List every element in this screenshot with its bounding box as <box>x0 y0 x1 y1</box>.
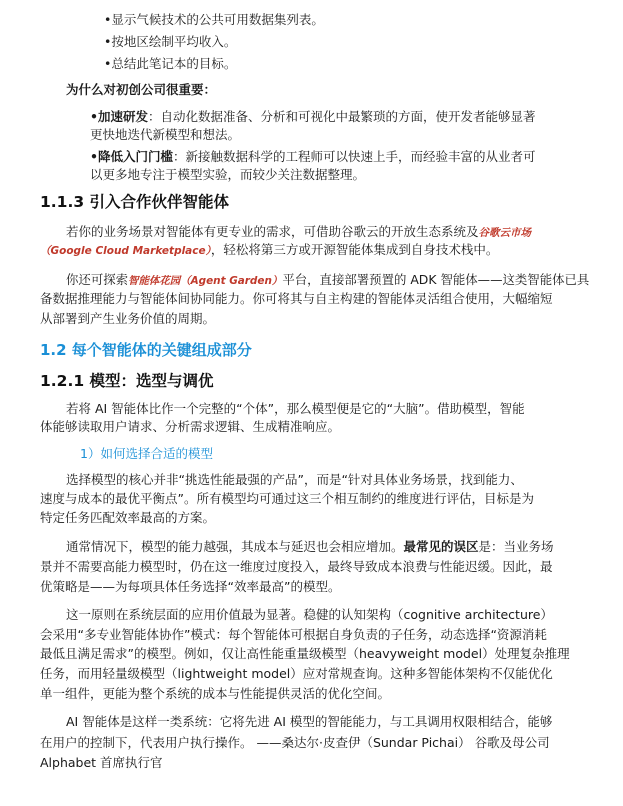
section-heading-1-2: 1.2 每个智能体的关键组成部分 <box>40 341 252 359</box>
list-item-continuation: 更快地迭代新模型和想法。 <box>90 127 241 142</box>
paragraph-text: 若将 AI 智能体比作一个完整的“个体”，那么模型便是它的“大脑”。借助模型，智能 <box>66 401 525 416</box>
paragraph-text: 景并不需要高能力模型时，仍在这一维度过度投入，最终导致成本浪费与性能迟缓。因此，最 <box>40 559 553 574</box>
section-heading-1-2-1: 1.2.1 模型：选型与调优 <box>40 372 214 390</box>
paragraph-text: 优策略是——为每项具体任务选择“效率最高”的模型。 <box>40 579 341 594</box>
list-item: •显示气候技术的公共可用数据集列表。 <box>104 12 324 27</box>
paragraph-text: 若你的业务场景对智能体有更专业的需求，可借助谷歌云的开放生态系统及 <box>66 224 479 239</box>
paragraph-text: 单一组件，更能为整个系统的成本与性能提供灵活的优化空间。 <box>40 686 391 701</box>
item-title: •降低入门门槛 <box>90 149 173 164</box>
list-item: •按地区绘制平均收入。 <box>104 34 237 49</box>
list-item: •总结此笔记本的目标。 <box>104 56 237 71</box>
item-title: •加速研发 <box>90 109 148 124</box>
agent-garden-link[interactable]: 智能体花园（Agent Garden） <box>128 275 283 287</box>
paragraph-text: 备数据推理能力与智能体间协同能力。你可将其与自主构建的智能体灵活组合使用，大幅缩短 <box>40 291 553 306</box>
quote-text: 在用户的控制下，代表用户执行操作。 ——桑达尔·皮查伊（Sundar Pichai） 谷歌及母公司 <box>40 735 550 750</box>
paragraph-text: 会采用“多专业智能体协作”模式：每个智能体可根据自身负责的子任务，动态选择“资源消耗 <box>40 627 547 642</box>
paragraph-text: 最低且满足需求”的模型。例如，仅让高性能重量级模型（heavyweight model）处理复杂推理 <box>40 646 570 661</box>
paragraph-text: 通常情况下，模型的能力越强，其成本与延迟也会相应增加。 <box>66 539 404 554</box>
paragraph-text: 是：当业务场 <box>478 539 554 554</box>
section-heading-1-1-3: 1.1.3 引入合作伙伴智能体 <box>40 193 230 211</box>
paragraph-text: 平台，直接部署预置的 ADK 智能体——这类智能体已具 <box>282 272 590 287</box>
list-item <box>90 109 536 125</box>
item-text: ：新接触数据科学的工程师可以快速上手，而经验丰富的从业者可 <box>173 149 536 164</box>
paragraph-text: 速度与成本的最优平衡点”。所有模型均可通过这三个相互制约的维度进行评估，目标是为 <box>40 491 534 506</box>
paragraph-text: ，轻松将第三方或开源智能体集成到自身技术栈中。 <box>210 242 499 257</box>
emphasis-text: 最常见的误区 <box>403 539 479 554</box>
paragraph-text: 选择模型的核心并非“挑选性能最强的产品”，而是“针对具体业务场景，找到能力、 <box>66 472 523 487</box>
paragraph-text: 任务，而用轻量级模型（lightweight model）应对常规查询。这种多智能体架构不仅能优化 <box>40 666 553 681</box>
list-item <box>90 149 536 165</box>
marketplace-link[interactable]: 谷歌云市场 <box>478 227 532 239</box>
list-item-continuation: 以更多地专注于模型实验，而较少关注数据整理。 <box>90 167 366 182</box>
paragraph-text: 特定任务匹配效率最高的方案。 <box>40 510 216 525</box>
why-heading: 为什么对初创公司很重要： <box>66 82 217 97</box>
quote-text: AI 智能体是这样一类系统：它将先进 AI 模型的智能能力，与工具调用权限相结合，能够 <box>66 714 553 729</box>
paragraph-text: 从部署到产生业务价值的周期。 <box>40 311 216 326</box>
subheading-choose-model: 1）如何选择合适的模型 <box>80 446 213 461</box>
item-text: ：自动化数据准备、分析和可视化中最繁琐的方面，使开发者能够显著 <box>148 109 536 124</box>
paragraph-text: 体能够读取用户请求、分析需求逻辑、生成精准响应。 <box>40 419 341 434</box>
paragraph-text: 这一原则在系统层面的应用价值最为显著。稳健的认知架构（cognitive architecture） <box>66 607 553 622</box>
quote-attribution: Alphabet 首席执行官 <box>40 755 163 770</box>
paragraph-text: 你还可探索 <box>66 272 129 287</box>
marketplace-link-english[interactable]: （Google Cloud Marketplace） <box>40 245 211 257</box>
